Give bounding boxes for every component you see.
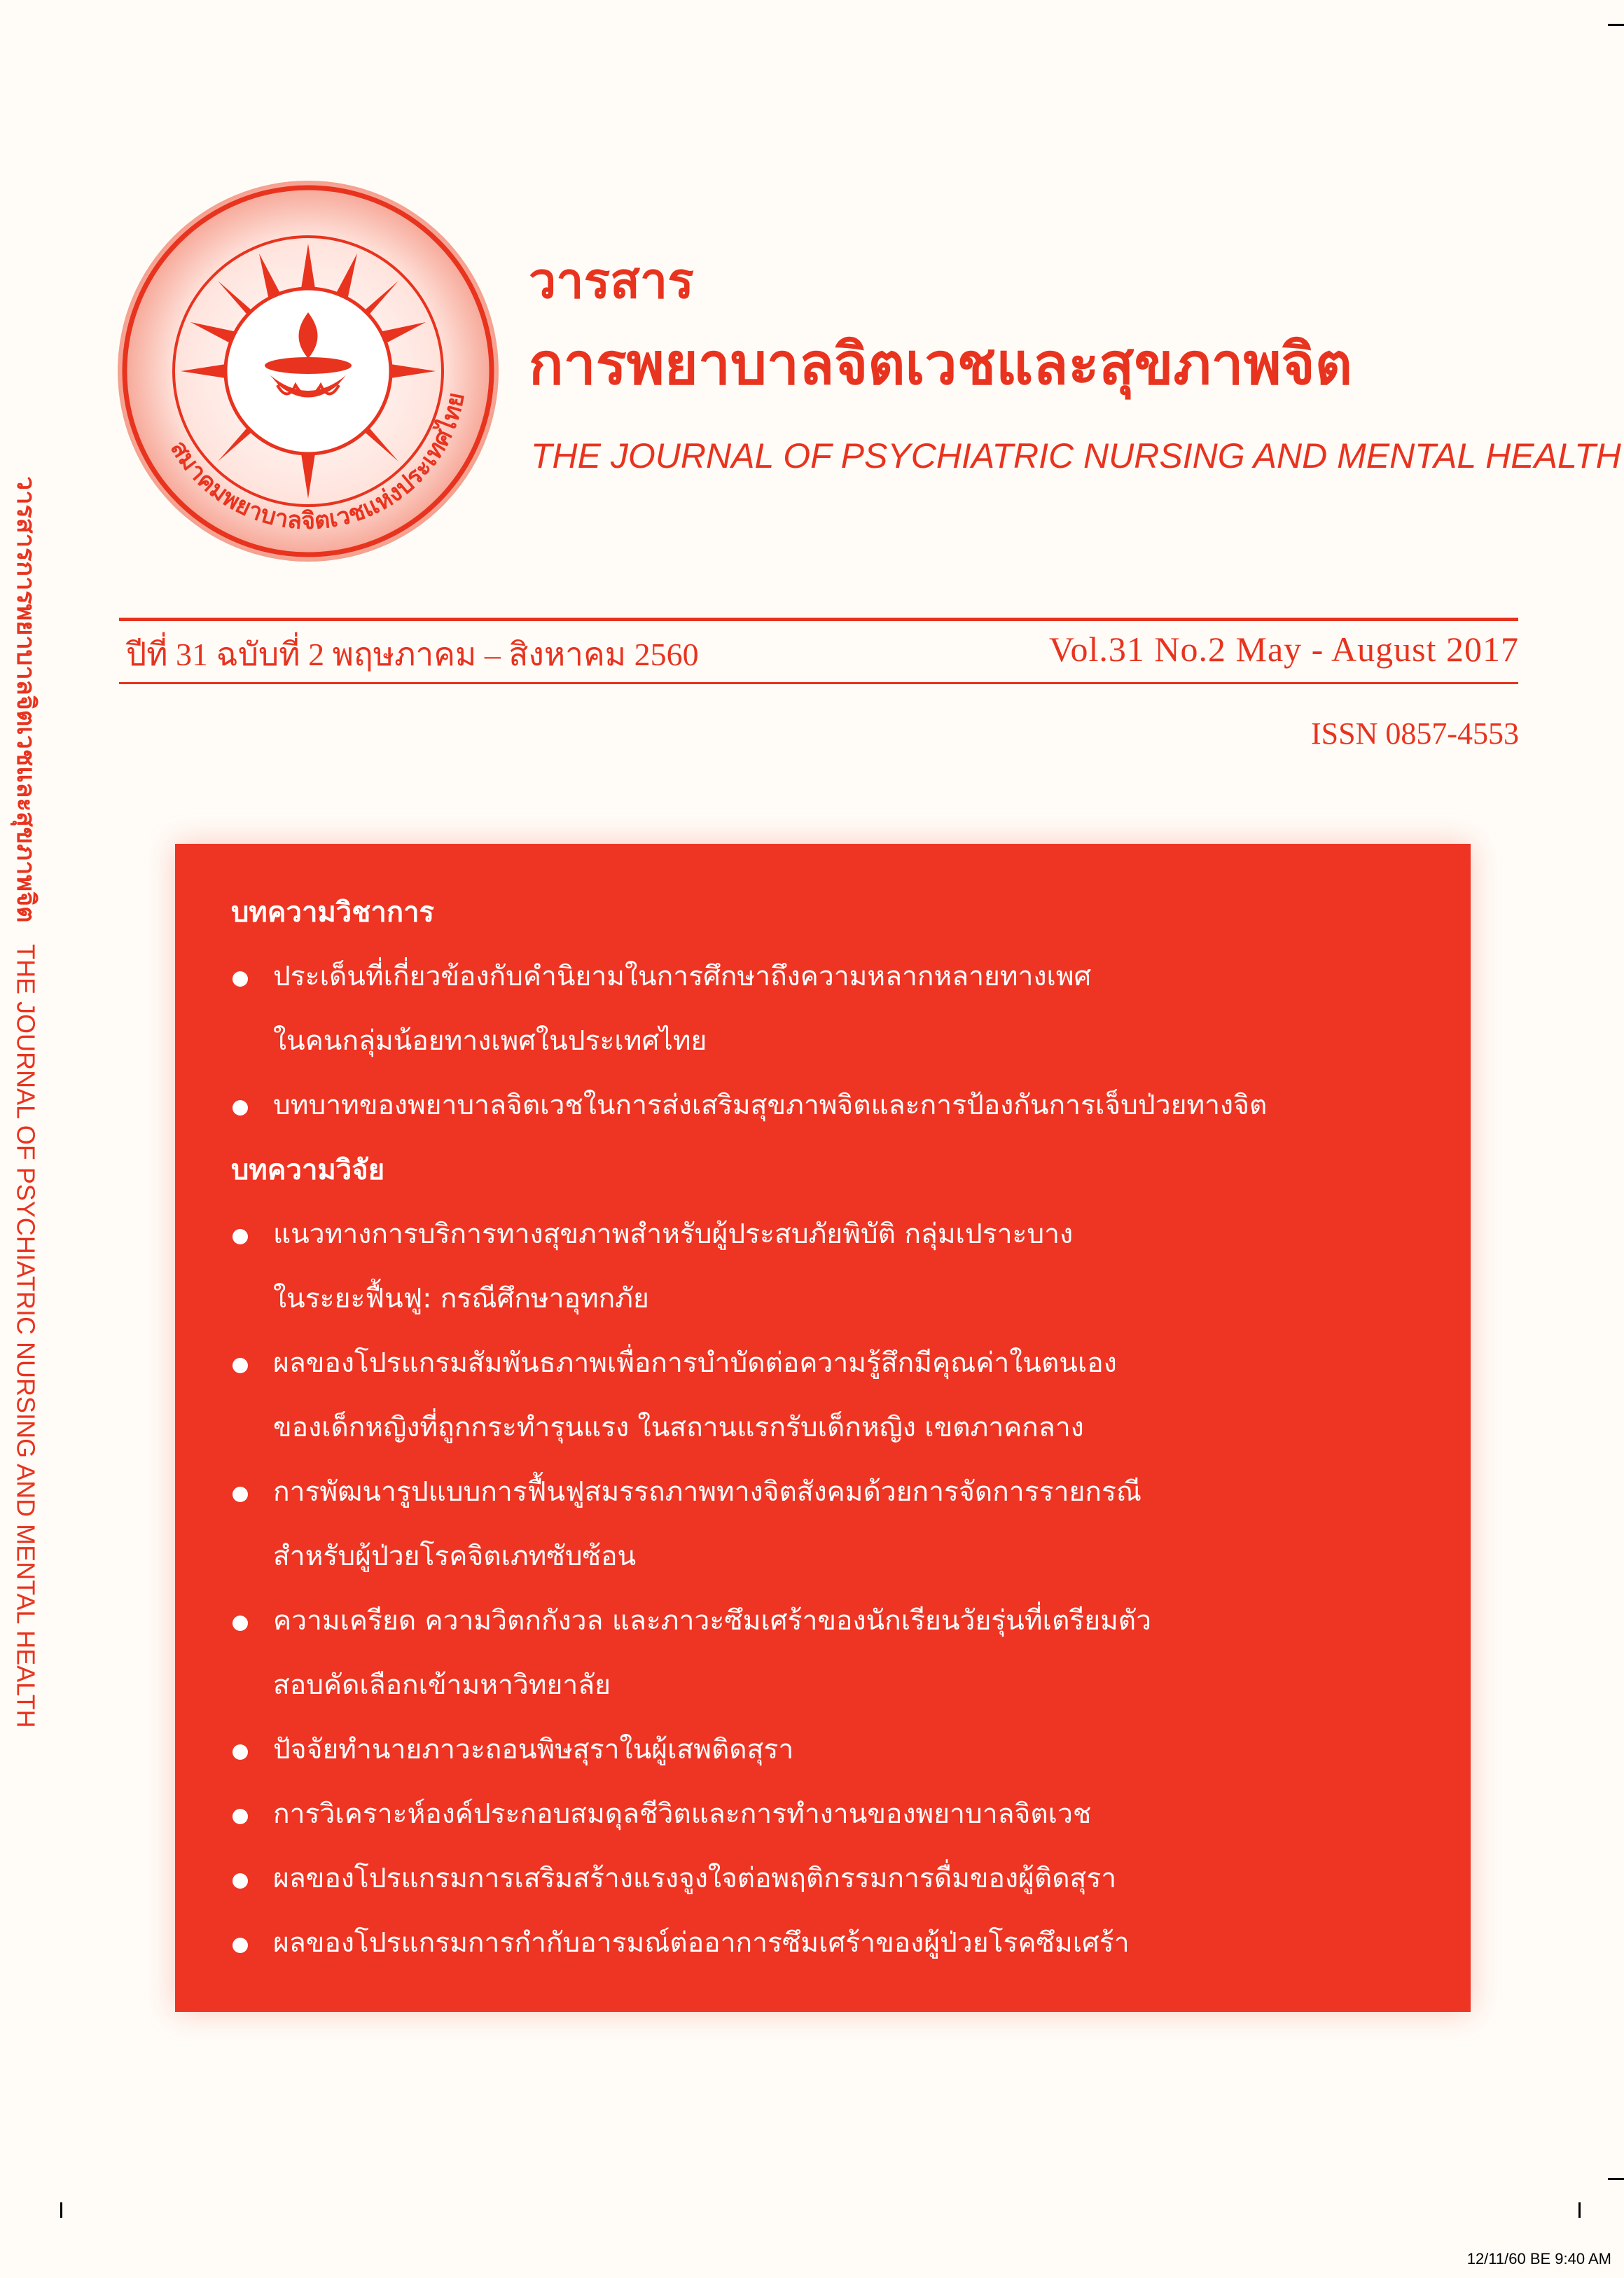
toc-item bbox=[231, 1911, 1471, 1975]
spine-title-thai: วารสารการพยาบาลจิตเวชและสุขภาพจิต bbox=[11, 476, 40, 923]
toc-item-line: แนวทางการบริการทางสุขภาพสำหรับผู้ประสบภัยพิบัติ กลุ่มเปราะบาง bbox=[273, 1218, 1074, 1250]
toc-item-line: ผลของโปรแกรมการเสริมสร้างแรงจูงใจต่อพฤติกรรมการดื่มของผู้ติดสุรา bbox=[273, 1863, 1117, 1894]
toc-item bbox=[231, 1202, 1471, 1331]
toc-item-line: ผลของโปรแกรมการกำกับอารมณ์ต่ออาการซึมเศร้าของผู้ป่วยโรคซึมเศร้า bbox=[273, 1927, 1130, 1959]
issue-info-thai: ปีที่ 31 ฉบับที่ 2 พฤษภาคม – สิงหาคม 2560 bbox=[126, 637, 699, 672]
toc-item bbox=[231, 1331, 1471, 1460]
bullet-icon bbox=[233, 1938, 248, 1953]
association-emblem-logo bbox=[112, 175, 504, 567]
bullet-icon bbox=[233, 1744, 248, 1760]
table-of-contents-panel bbox=[175, 844, 1471, 2012]
toc-item-line: บทบาทของพยาบาลจิตเวชในการส่งเสริมสุขภาพจิตและการป้องกันการเจ็บป่วยทางจิต bbox=[273, 1090, 1268, 1121]
bullet-icon bbox=[233, 1873, 248, 1889]
toc-item bbox=[231, 945, 1471, 1074]
toc-item-line: ในระยะฟื้นฟู: กรณีศึกษาอุทกภัย bbox=[273, 1283, 649, 1314]
journal-title-prefix: วารสาร bbox=[529, 252, 694, 310]
toc-item bbox=[231, 1074, 1471, 1138]
crop-mark bbox=[1578, 2202, 1581, 2218]
bullet-icon bbox=[233, 1487, 248, 1502]
bullet-icon bbox=[233, 971, 248, 987]
toc-item-line: ผลของโปรแกรมสัมพันธภาพเพื่อการบำบัดต่อความรู้สึกมีคุณค่าในตนเอง bbox=[273, 1347, 1117, 1379]
divider-bottom bbox=[119, 682, 1518, 684]
toc-item bbox=[231, 1782, 1471, 1847]
toc-item bbox=[231, 1460, 1471, 1589]
spine-title-english: THE JOURNAL OF PSYCHIATRIC NURSING AND MENTAL HEALTH bbox=[11, 943, 41, 1728]
toc-item-line: ของเด็กหญิงที่ถูกกระทำรุนแรง ในสถานแรกรับเด็กหญิง เขตภาคกลาง bbox=[273, 1412, 1084, 1443]
bullet-icon bbox=[233, 1809, 248, 1824]
emblem-ring-text: สมาคมพยาบาลจิตเวชแห่งประเทศไทย bbox=[164, 390, 471, 536]
toc-item-line: การวิเคราะห์องค์ประกอบสมดุลชีวิตและการทำงานของพยาบาลจิตเวช bbox=[273, 1798, 1092, 1830]
journal-title-english: THE JOURNAL OF PSYCHIATRIC NURSING AND MENTAL HEALTH bbox=[531, 436, 1621, 475]
spine-text bbox=[6, 476, 46, 1728]
issn-number: ISSN 0857-4553 bbox=[1310, 716, 1519, 751]
bullet-icon bbox=[233, 1616, 248, 1631]
toc-item-line: สำหรับผู้ป่วยโรคจิตเภทซับซ้อน bbox=[273, 1541, 637, 1572]
bullet-icon bbox=[233, 1229, 248, 1244]
bullet-icon bbox=[233, 1100, 248, 1116]
toc-item-line: สอบคัดเลือกเข้ามหาวิทยาลัย bbox=[273, 1669, 611, 1701]
print-timestamp: 12/11/60 BE 9:40 AM bbox=[1466, 2250, 1611, 2267]
toc-item-line: ประเด็นที่เกี่ยวข้องกับคำนิยามในการศึกษาถึงความหลากหลายทางเพศ bbox=[273, 961, 1092, 992]
toc-item-line: ในคนกลุ่มน้อยทางเพศในประเทศไทย bbox=[273, 1025, 707, 1057]
section-heading-academic: บทความวิชาการ bbox=[231, 896, 435, 929]
toc-item-line: ความเครียด ความวิตกกังวล และภาวะซึมเศร้าของนักเรียนวัยรุ่นที่เตรียมตัว bbox=[273, 1605, 1152, 1637]
divider-top bbox=[119, 618, 1518, 621]
crop-mark bbox=[1608, 2178, 1624, 2180]
toc-item-line: ปัจจัยทำนายภาวะถอนพิษสุราในผู้เสพติดสุรา bbox=[273, 1734, 794, 1765]
journal-title-thai: การพยาบาลจิตเวชและสุขภาพจิต bbox=[529, 331, 1352, 398]
toc-item-line: การพัฒนารูปแบบการฟื้นฟูสมรรถภาพทางจิตสังคมด้วยการจัดการรายกรณี bbox=[273, 1476, 1142, 1508]
toc-item bbox=[231, 1847, 1471, 1911]
toc-item bbox=[231, 1718, 1471, 1782]
toc-item bbox=[231, 1589, 1471, 1718]
issue-info-english: Vol.31 No.2 May - August 2017 bbox=[1048, 630, 1519, 669]
section-heading-research: บทความวิจัย bbox=[231, 1154, 385, 1186]
bullet-icon bbox=[233, 1358, 248, 1373]
crop-mark bbox=[1608, 24, 1624, 26]
crop-mark bbox=[60, 2202, 62, 2218]
